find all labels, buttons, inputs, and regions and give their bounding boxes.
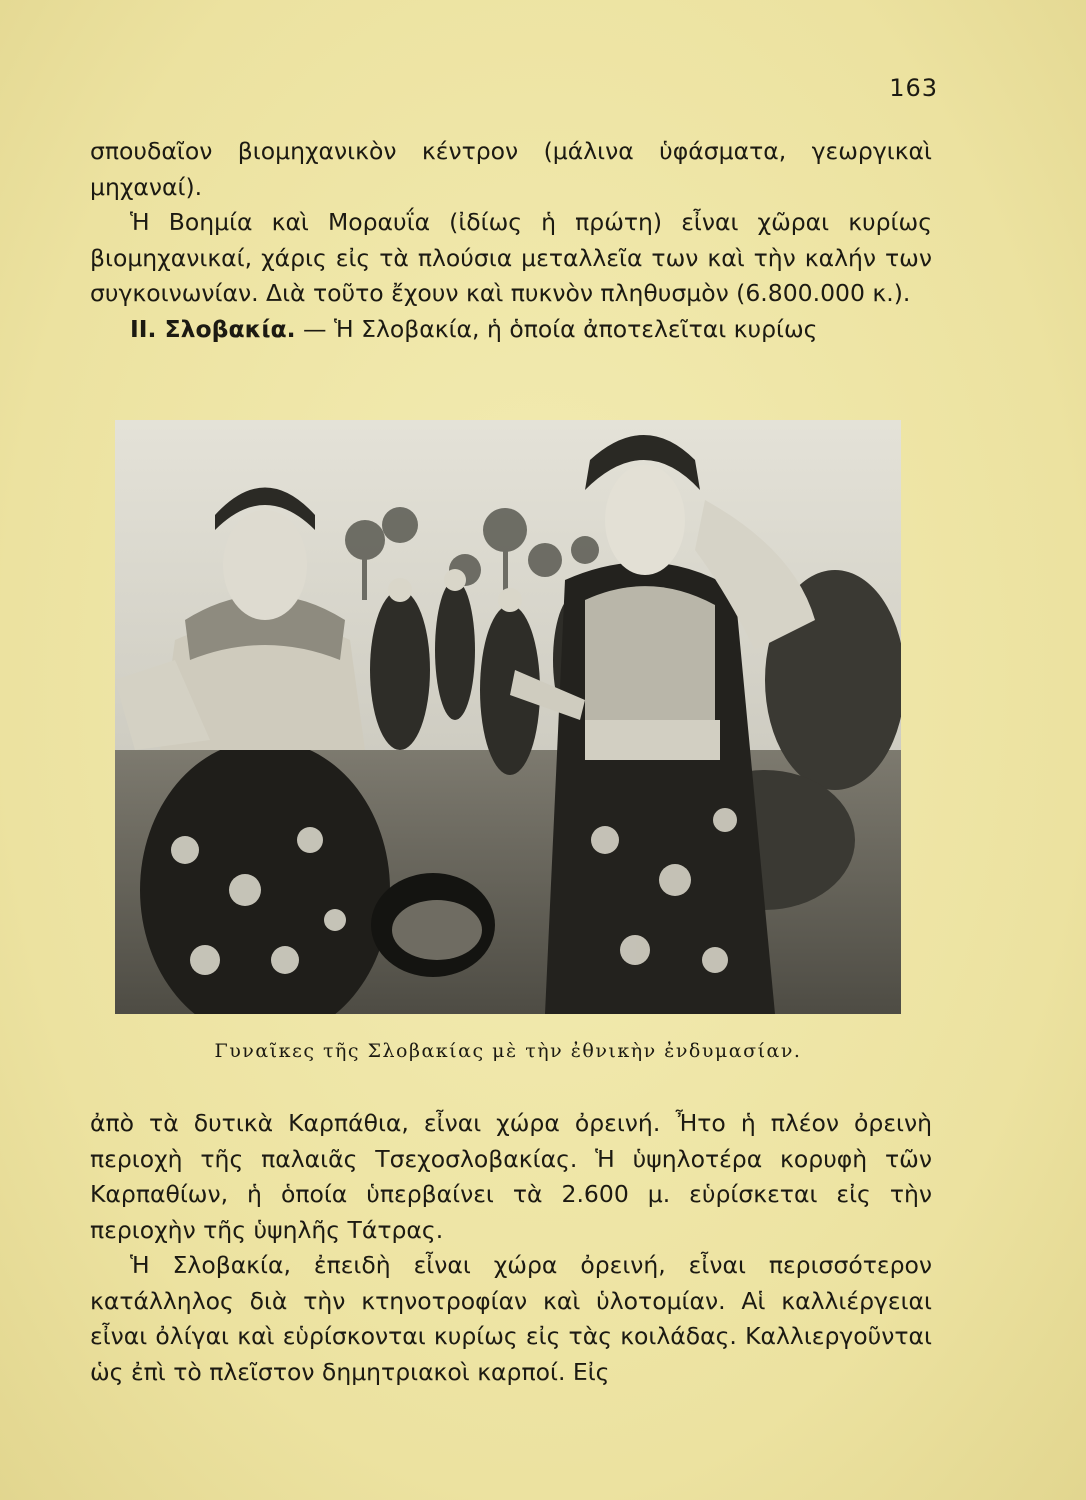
photo-illustration [115,420,901,1014]
page-number: 163 [889,74,938,102]
section-heading: II. Σλοβακία. [130,314,296,343]
photo-caption: Γυναῖκες τῆς Σλοβακίας μὲ τὴν ἐθνικὴν ἐνδυμασίαν. [214,1040,802,1062]
continuation-paragraph: σπουδαῖον βιομηχανικὸν κέντρον (μάλινα ὑφάσματα, γεωργικαὶ μηχαναί). [90,137,932,201]
bottom-text-block [90,1106,932,1390]
section-intro-text: — Ἡ Σλοβακία, ἡ ὁποία ἀποτελεῖται κυρίως [295,314,818,343]
top-text-block [90,134,932,347]
slovakia-paragraph: Ἡ Σλοβακία, ἐπειδὴ εἶναι χώρα ὀρεινή, εἶναι περισσότερον κατάλληλος διὰ τὴν κτηνοτροφίαν καὶ ὑλοτομίαν. Αἱ καλλιέργειαι εἶναι ὀλίγαι καὶ εὑρίσκονται κυρίως εἰς τὰς κοιλάδας. Καλλιεργοῦνται ὡς ἐπὶ τὸ πλεῖστον δημητριακοὶ καρποί. Εἰς [90,1251,932,1386]
bohemia-paragraph: Ἡ Βοημία καὶ Μοραυΐα (ἰδίως ἡ πρώτη) εἶναι χῶραι κυρίως βιομηχανικαί, χάρις εἰς τὰ πλούσια μεταλλεῖα των καὶ τὴν καλήν των συγκοινωνίαν. Διὰ τοῦτο ἔχουν καὶ πυκνὸν πληθυσμὸν (6.800.000 κ.). [90,208,932,307]
photo-slovak-women [115,420,901,1014]
continuation-paragraph-bottom: ἀπὸ τὰ δυτικὰ Καρπάθια, εἶναι χώρα ὀρεινή. Ἦτο ἡ πλέον ὀρεινὴ περιοχὴ τῆς παλαιᾶς Τσεχοσλοβακίας. Ἡ ὑψηλοτέρα κορυφὴ τῶν Καρπαθίων, ἡ ὁποία ὑπερβαίνει τὰ 2.600 μ. εὑρίσκεται εἰς τὴν περιοχὴν τῆς ὑψηλῆς Τάτρας. [90,1109,932,1244]
section-intro-paragraph [90,312,932,348]
